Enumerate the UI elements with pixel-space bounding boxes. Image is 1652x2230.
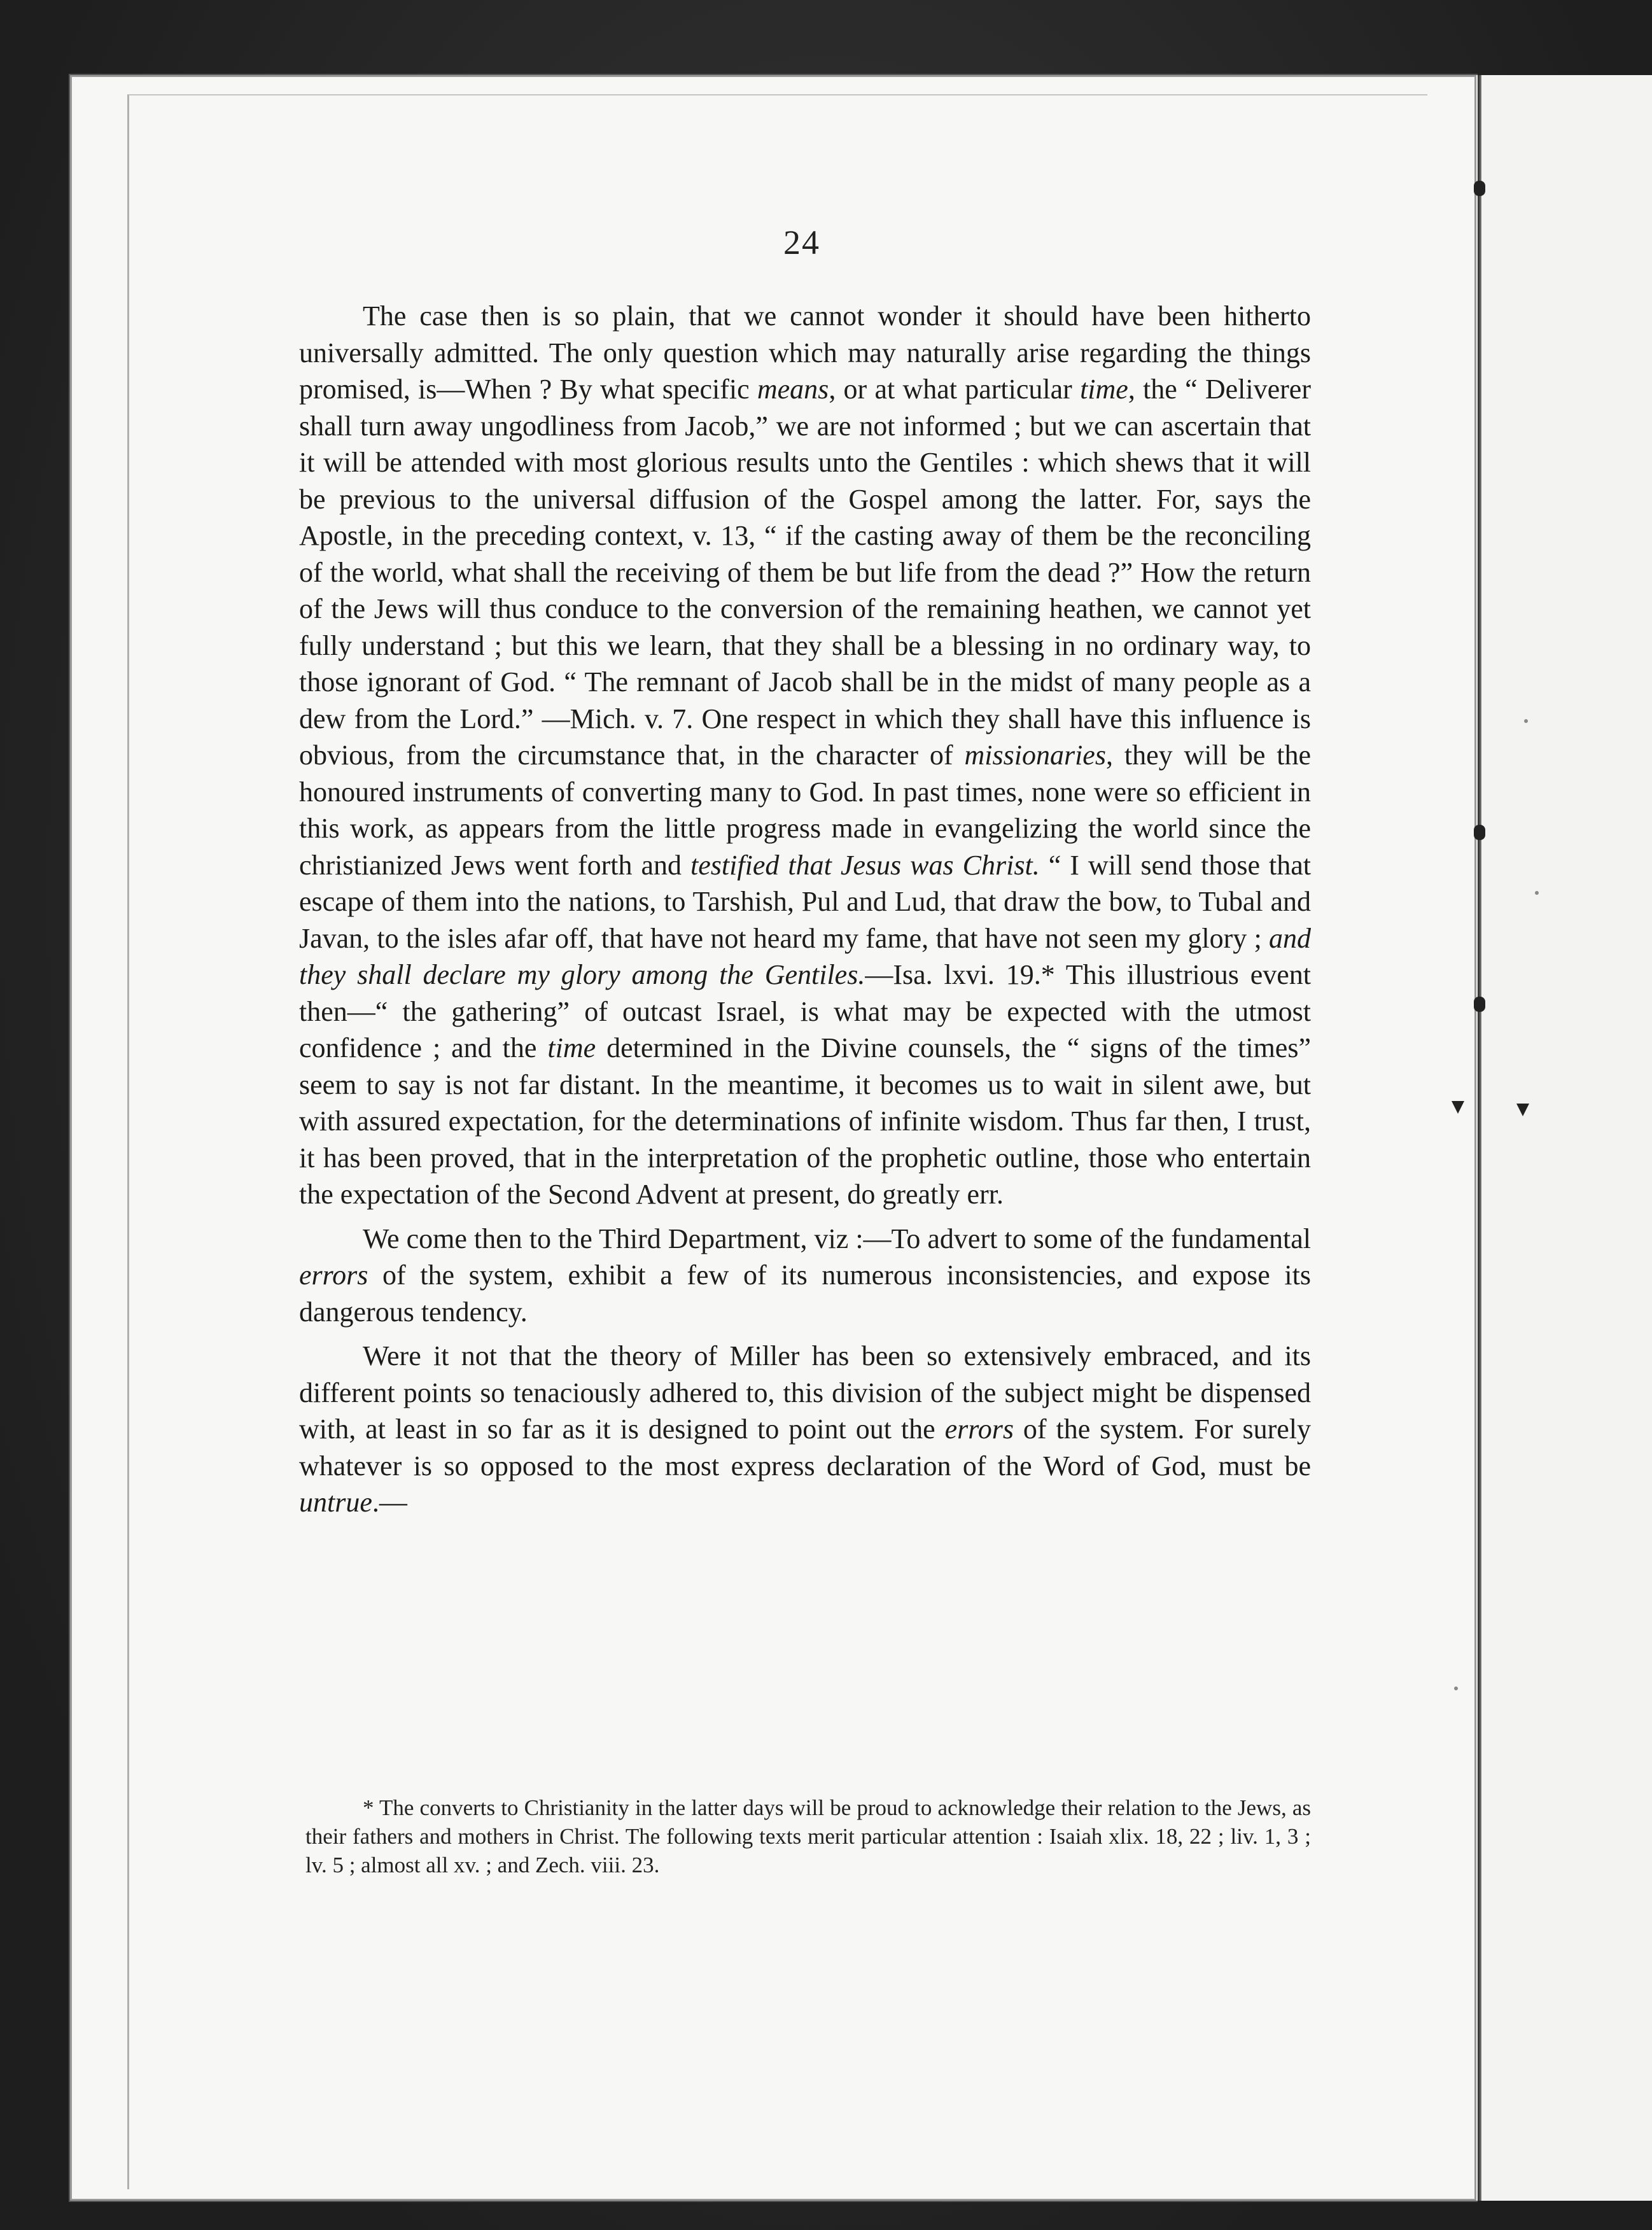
text-run: , or at what particular	[829, 374, 1081, 405]
binding-thread-mark	[1474, 997, 1485, 1012]
paper-speck	[1524, 719, 1528, 723]
italic-text-run: and they shall declare my glory among the Gentiles.	[299, 922, 1311, 990]
text-run: Were it not that the theory of Miller has been so extensively embraced, and its different points so tenaciously adhered to, this division of the subject might be dispensed with, at least in so far as it is designed to point out the	[299, 1340, 1311, 1445]
text-run: We come then to the Third Department, viz :—To advert to some of the fundamental	[363, 1223, 1311, 1254]
binding-thread-mark	[1474, 825, 1485, 840]
text-run: “ I will send those that escape of them into the nations, to Tarshish, Pul and Lud, that draw the bow, to Tubal and Javan, to the isles afar off, that have not heard my fame, that have not seen my glory ;	[299, 849, 1311, 954]
italic-text-run: untrue	[299, 1487, 372, 1518]
text-run: determined in the Divine counsels, the “ signs of the times” seem to say is not far distant. In the meantime, it becomes us to wait in silent awe, but with assured expectation, for the determinations of infinite wisdom. Thus far then, I trust, it has been proved, that in the interpretation of the prophetic outline, those who entertain the expectation of the Second Advent at present, do greatly err.	[299, 1032, 1311, 1210]
paper-speck	[1454, 1687, 1458, 1690]
italic-text-run: missionaries	[964, 740, 1106, 771]
italic-text-run: means	[757, 374, 829, 405]
body-paragraph	[299, 298, 1311, 1213]
margin-mark	[1516, 1104, 1529, 1116]
binding-thread-mark	[1474, 181, 1485, 196]
text-run: of the system. For surely whatever is so opposed to the most express declaration of the Word of God, must be	[299, 1413, 1311, 1482]
text-run: of the system, exhibit a few of its numerous inconsistencies, and expose its dangerous tendency.	[299, 1259, 1311, 1328]
italic-text-run: errors	[944, 1413, 1014, 1445]
text-run: .—	[372, 1487, 407, 1518]
paper-speck	[1535, 891, 1539, 895]
text-run: The case then is so plain, that we cannot wonder it should have been hitherto universally admitted. The only question which may naturally arise regarding the things promised, is—When ? By what specific	[299, 300, 1311, 405]
italic-text-run: errors	[299, 1259, 368, 1291]
text-run: , they will be the honoured instruments of converting many to God. In past times, none were so efficient in this work, as appears from the little progress made in evangelizing the world since the christianized Jews went forth and	[299, 740, 1311, 881]
book-spine	[1478, 75, 1481, 2201]
italic-text-run: time	[547, 1032, 596, 1063]
margin-mark	[1452, 1101, 1464, 1114]
italic-text-run: testified that Jesus was Christ.	[690, 849, 1040, 881]
adjacent-page-edge	[1476, 75, 1652, 2201]
text-run: —Isa. lxvi. 19.* This illustrious event then—“ the gathering” of outcast Israel, is what may be expected with the utmost confidence ; and the	[299, 959, 1311, 1063]
body-paragraph	[299, 1221, 1311, 1331]
page-number: 24	[783, 223, 820, 262]
italic-text-run: time	[1080, 374, 1128, 405]
text-run: , the “ Deliverer shall turn away ungodliness from Jacob,” we are not informed ; but we can ascertain that it will be attended with most glorious results unto the Gentiles : which shews that it will be previous to the universal diffusion of the Gospel among the latter. For, says the Apostle, in the preceding context, v. 13, “ if the casting away of them be the reconciling of the world, what shall the receiving of them be but life from the dead ?” How the return of the Jews will thus conduce to the conversion of the remaining heathen, we cannot yet fully understand ; but this we learn, that they shall be a blessing in no ordinary way, to those ignorant of God. “ The remnant of Jacob shall be in the midst of many people as a dew from the Lord.” —Mich. v. 7. One respect in which they shall have this influence is obvious, from the circumstance that, in the character of	[299, 374, 1311, 771]
body-text	[299, 298, 1311, 1529]
footnote	[305, 1793, 1311, 1879]
footnote-text: * The converts to Christianity in the latter days will be proud to acknowledge their relation to the Jews, as their fathers and mothers in Christ. The following texts merit particular attention : Isaiah xlix. 18, 22 ; liv. 1, 3 ; lv. 5 ; almost all xv. ; and Zech. viii. 23.	[305, 1795, 1311, 1877]
body-paragraph	[299, 1338, 1311, 1521]
